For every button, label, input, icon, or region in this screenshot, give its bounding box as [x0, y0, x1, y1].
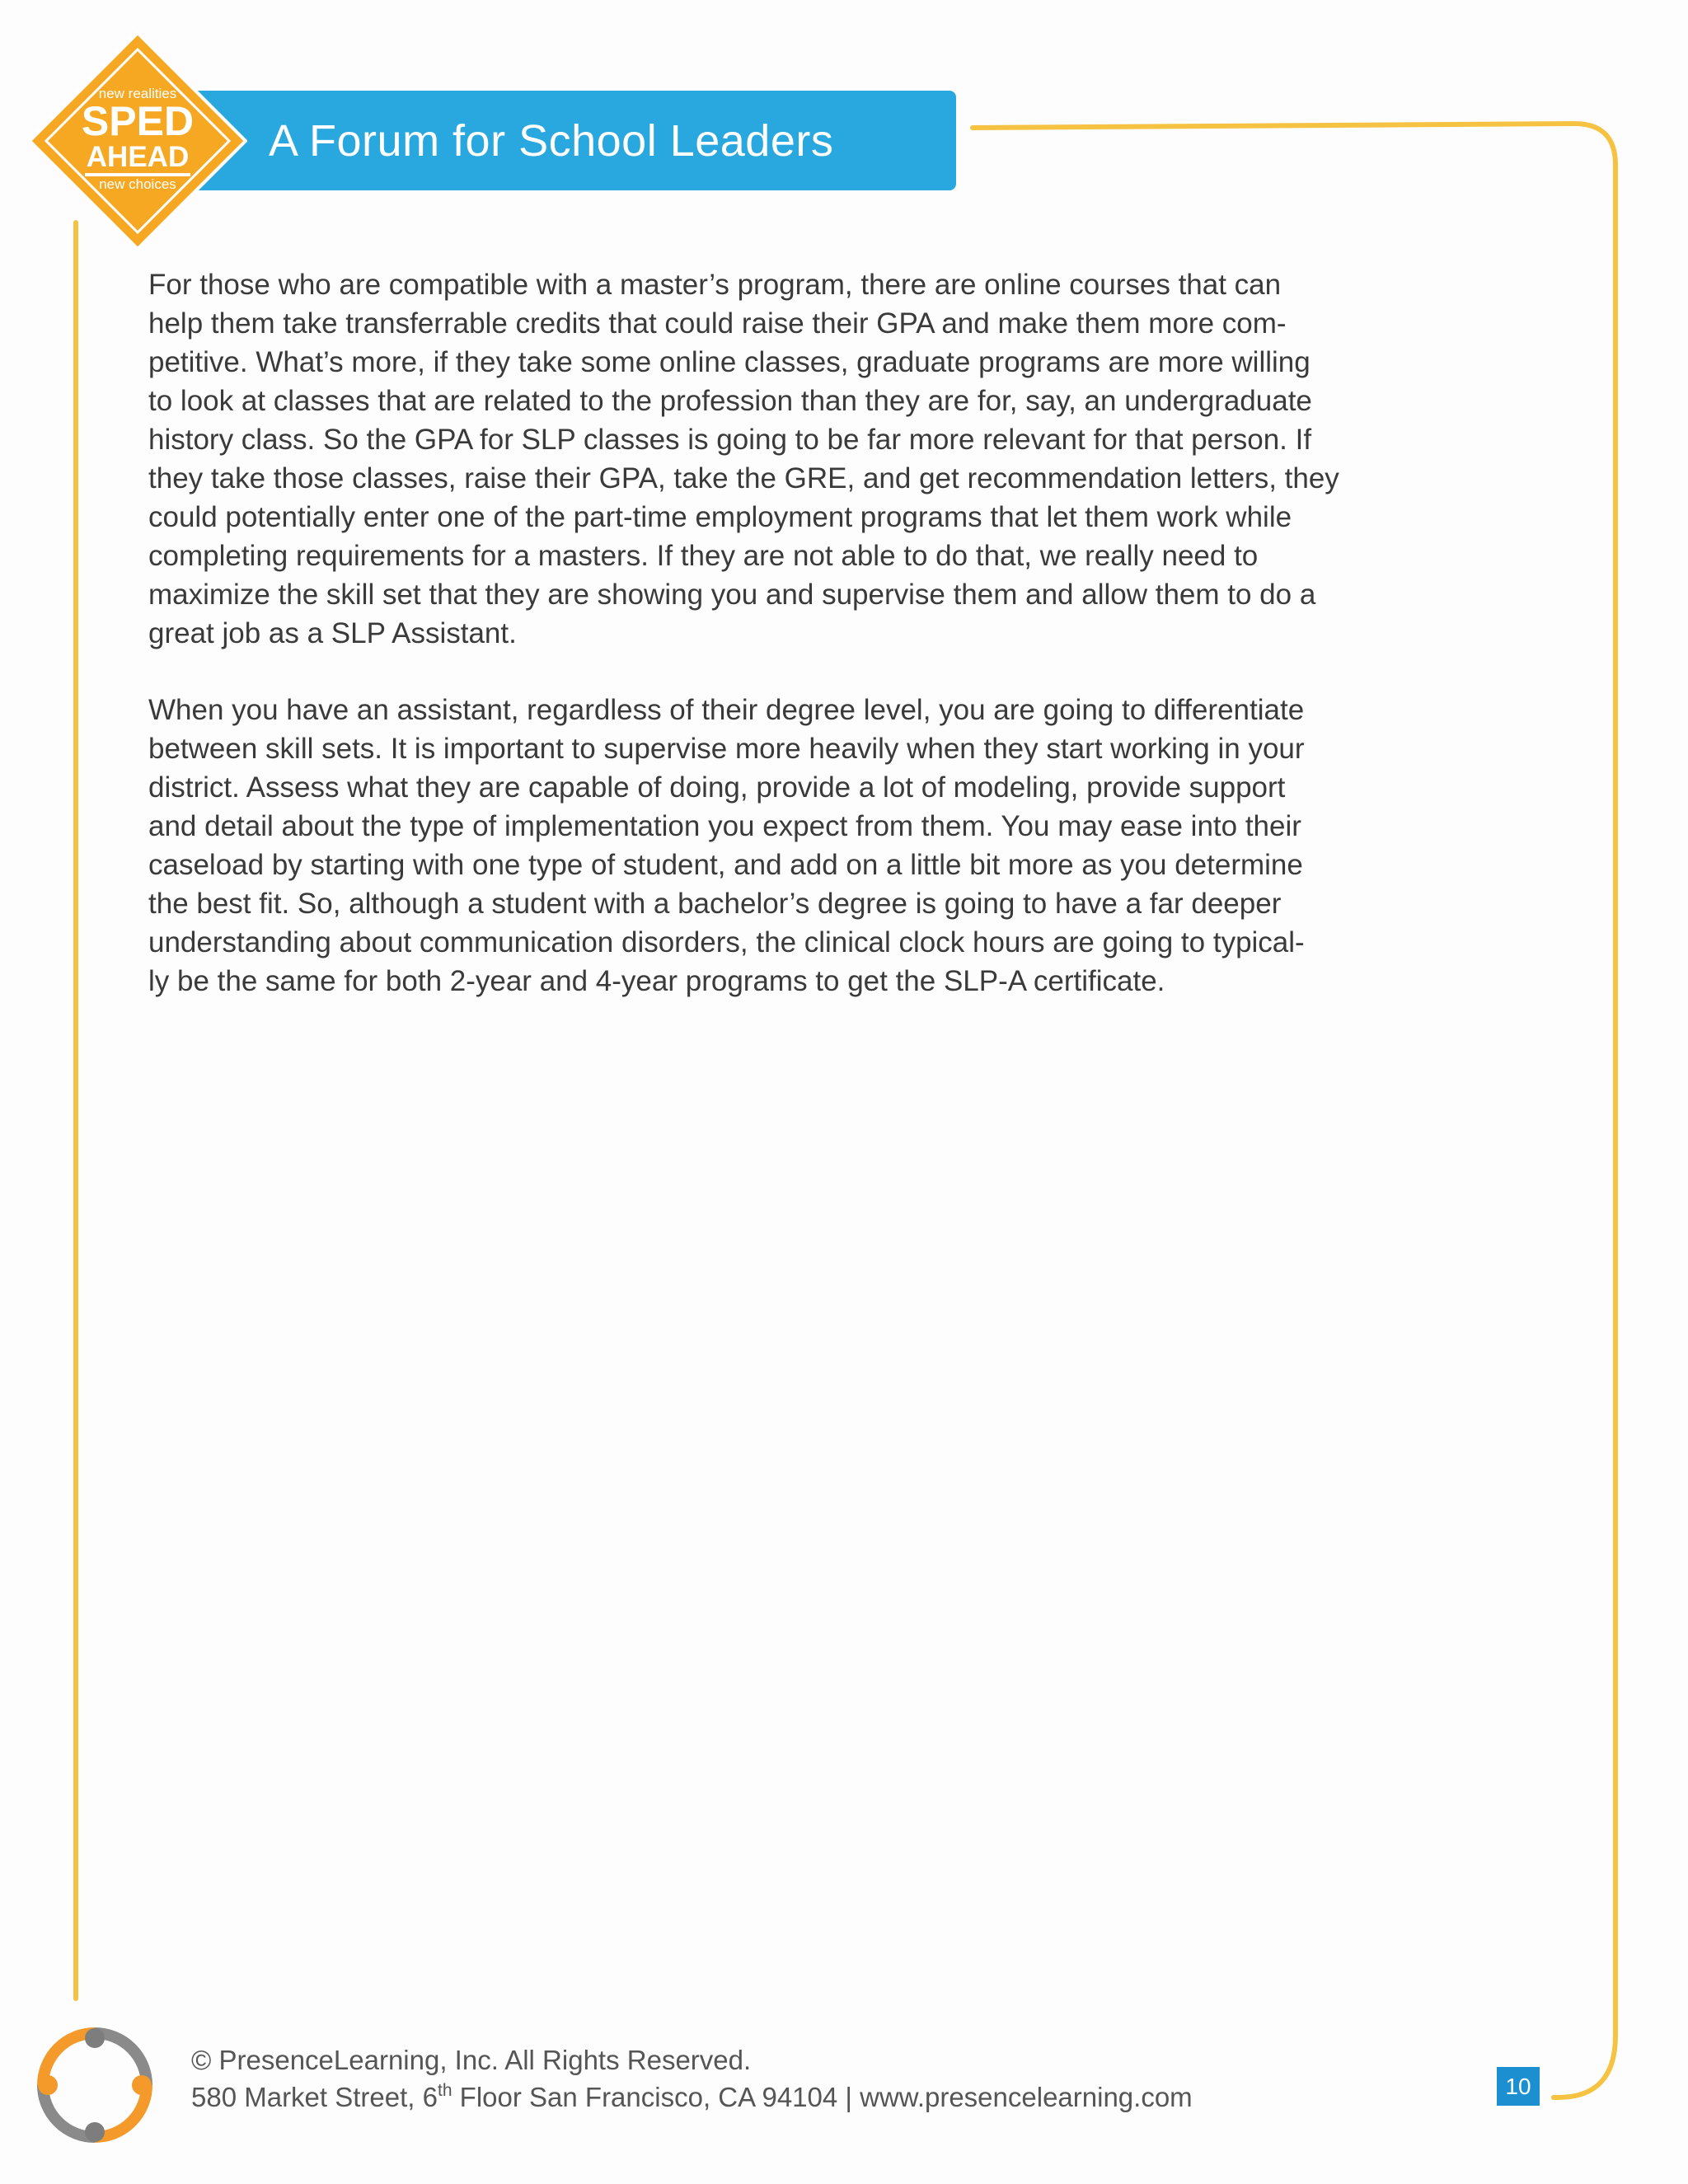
article-body — [148, 265, 1541, 1038]
body-paragraph: When you have an assistant, regardless of their degree level, you are going to differentiate between skill sets. It is important to supervise more heavily when they start working in your district. Assess what they are capable of doing, provide a lot of modeling, provide support and detail about the type of implementation you expect from them. You may ease into their caseload by starting with one type of student, and add on a little bit more as you determine the best fit. So, although a student with a bachelor’s degree is going to have a far deeper understanding about communication disorders, the clinical clock hours are going to typical- ly be the same for both 2-year and 4-year programs to get the SLP-A certificate. — [148, 694, 1305, 997]
footer-address-part1: 580 Market Street, 6 — [191, 2082, 438, 2112]
footer-copyright: © PresenceLearning, Inc. All Rights Reserved. — [191, 2045, 752, 2075]
page-number: 10 — [1497, 2067, 1540, 2106]
footer-address-part2: Floor San Francisco, CA 94104 | www.presencelearning.com — [452, 2082, 1193, 2112]
header-title: A Forum for School Leaders — [269, 115, 834, 166]
presencelearning-logo-icon — [33, 2023, 157, 2147]
body-paragraph: For those who are compatible with a master’s program, there are online courses that can help them take transferrable credits that could raise their GPA and make them more com- petitive. What’s more, if they take some online classes, graduate programs are more willing to look at classes that are related to the profession than they are for, say, an undergraduate history class. So the GPA for SLP classes is going to be far more relevant for that person. If they take those classes, raise their GPA, take the GRE, and get recommendation letters, they could potentially enter one of the part-time employment programs that let them work while completing requirements for a masters. If they are not able to do that, we really need to maximize the skill set that they are showing you and supervise them and allow them to do a great job as a SLP Assistant. — [148, 269, 1339, 649]
footer-address — [191, 2079, 1193, 2116]
footer-info — [191, 2041, 1193, 2116]
logo-tagline-bottom: new choices — [99, 176, 176, 192]
logo-line-ahead — [26, 142, 249, 173]
logo-tagline-top: new realities — [98, 86, 177, 101]
footer-address-sup: th — [437, 2081, 452, 2100]
header-banner — [190, 91, 956, 190]
logo-line-sped: SPED — [81, 98, 195, 144]
sped-ahead-logo-text — [26, 30, 249, 252]
logo-line-ahead-text: AHEAD — [85, 141, 190, 176]
